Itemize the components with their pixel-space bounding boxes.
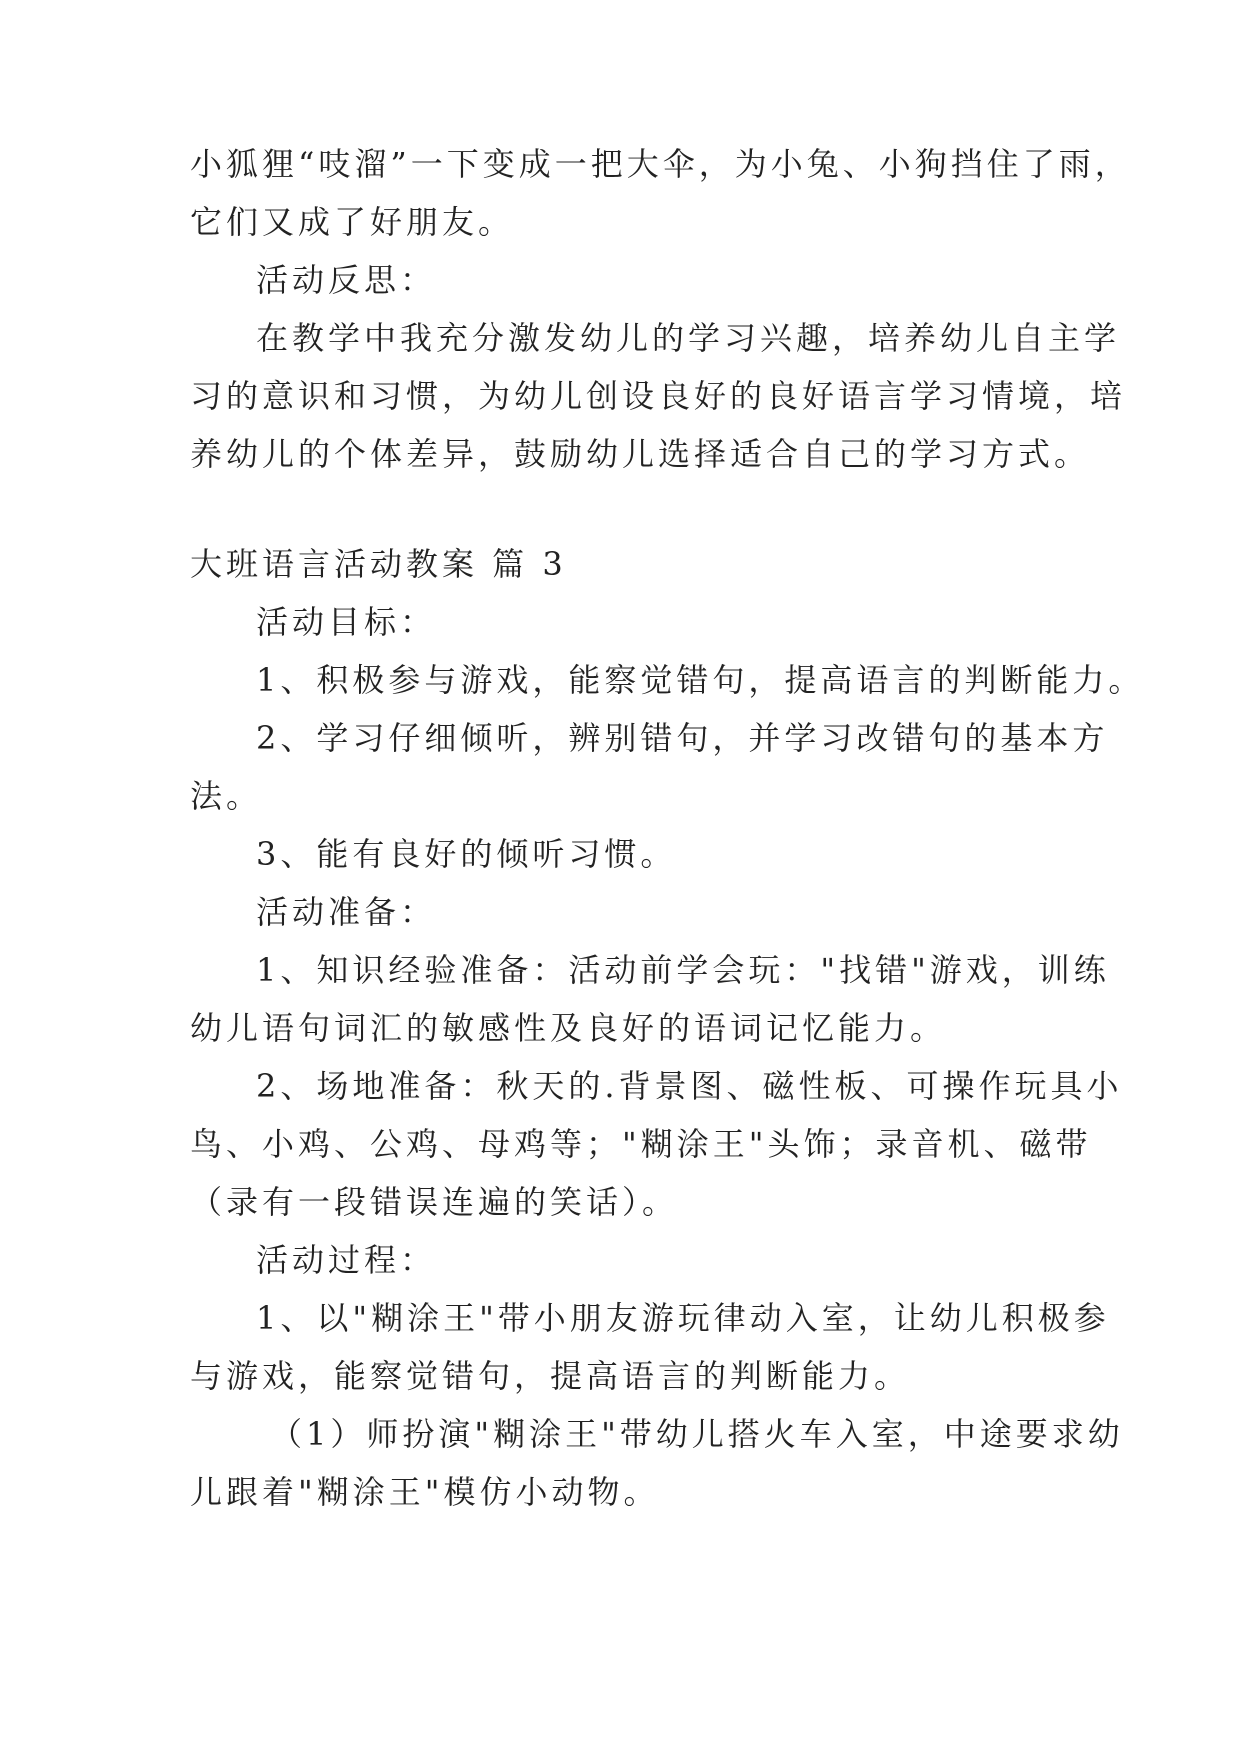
section-heading-process: 活动过程： [256,1241,437,1279]
list-item: 2、学习仔细倾听，辨别错句，并学习改错句的基本方 [256,719,1109,757]
paragraph-line: 小狐狸“吱溜”一下变成一把大伞，为小兔、小狗挡住了雨， [190,145,1131,183]
paragraph-line: 习的意识和习惯，为幼儿创设良好的良好语言学习情境，培 [190,377,1127,415]
list-item: 1、以"糊涂王"带小朋友游玩律动入室，让幼儿积极参 [256,1299,1110,1337]
paragraph-line: 幼儿语句词汇的敏感性及良好的语词记忆能力。 [190,1009,947,1047]
paragraph-line: 儿跟着"糊涂王"模仿小动物。 [190,1473,660,1511]
paragraph-line: 鸟、小鸡、公鸡、母鸡等；"糊涂王"头饰；录音机、磁带 [190,1125,1092,1163]
section-heading-preparation: 活动准备： [256,893,437,931]
list-item: 1、知识经验准备：活动前学会玩："找错"游戏，训练 [256,951,1110,989]
paragraph-line: 在教学中我充分激发幼儿的学习兴趣，培养幼儿自主学 [256,319,1121,357]
lesson-title: 大班语言活动教案 篇 3 [190,545,567,583]
paragraph-line: （录有一段错误连遍的笑话）。 [190,1183,679,1221]
section-heading-goals: 活动目标： [256,603,437,641]
list-item: 3、能有良好的倾听习惯。 [256,835,677,873]
paragraph-line: 与游戏，能察觉错句，提高语言的判断能力。 [190,1357,911,1395]
paragraph-line: 养幼儿的个体差异，鼓励幼儿选择适合自己的学习方式。 [190,435,1091,473]
list-item: 2、场地准备：秋天的.背景图、磁性板、可操作玩具小 [256,1067,1123,1105]
list-item: 1、积极参与游戏，能察觉错句，提高语言的判断能力。 [256,661,1145,699]
paragraph-line: 法。 [190,777,263,815]
section-heading-reflection: 活动反思： [256,261,437,299]
paragraph-line: 它们又成了好朋友。 [190,203,515,241]
sub-list-item: （1）师扮演"糊涂王"带幼儿搭火车入室，中途要求幼 [270,1415,1124,1453]
